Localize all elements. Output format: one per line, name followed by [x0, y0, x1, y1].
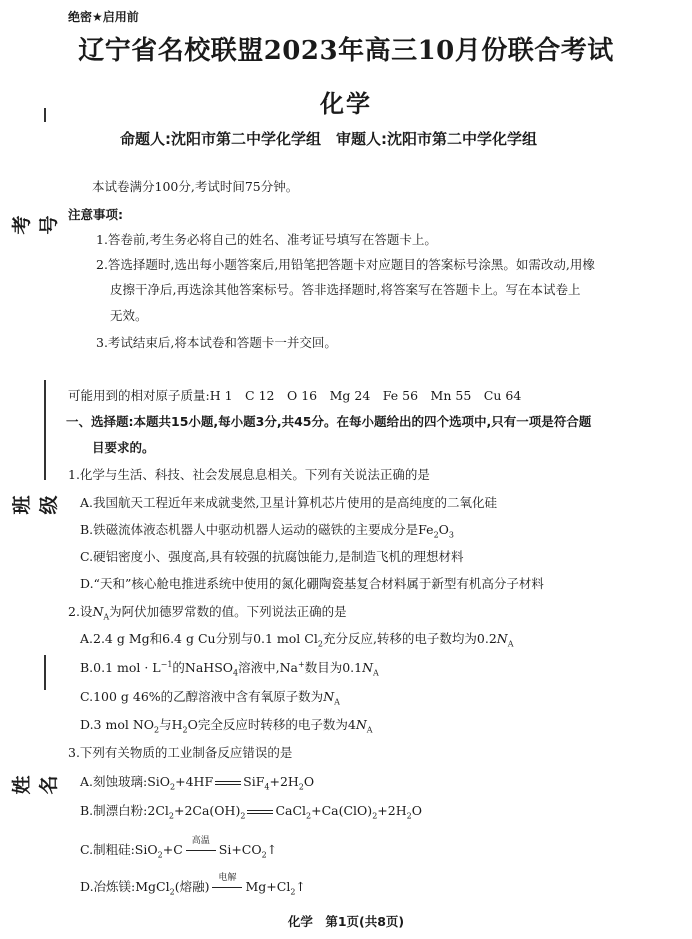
question-2-stem: 2.设$N_A$为阿伏加德罗常数的值。下列说法正确的是 — [68, 604, 347, 622]
notes-title: 注意事项: — [68, 207, 123, 222]
question-1-option-c: C.硬铝密度小、强度高,具有较强的抗腐蚀能力,是制造飞机的理想材料 — [80, 549, 464, 564]
question-3-option-c: C.制粗硅:SiO$_2$+C 高温 $Si+CO_2↑$ — [80, 836, 278, 860]
note-2-cont: 无效。 — [110, 308, 148, 323]
confidential-mark: 绝密★启用前 — [68, 10, 139, 24]
score-time-info: 本试卷满分100分,考试时间75分钟。 — [92, 179, 299, 194]
question-1-option-b: B.铁磁流体液态机器人中驱动机器人运动的磁铁的主要成分是$Fe_2O_3$ — [80, 522, 454, 540]
note-3: 3.考试结束后,将本试卷和答题卡一并交回。 — [96, 335, 337, 350]
equals-sign — [215, 781, 241, 785]
question-3-stem: 3.下列有关物质的工业制备反应错误的是 — [68, 745, 293, 760]
question-2-option-c: C.100 g 46%的乙醇溶液中含有氧原子数为$N_A$ — [80, 689, 340, 707]
question-3-option-d: D.冶炼镁:MgCl$_2$(熔融) 电解 $Mg+Cl_2↑$ — [80, 873, 306, 897]
atomic-masses: 可能用到的相对原子质量:H 1 C 12 O 16 Mg 24 Fe 56 Mn 55 Cu 64 — [68, 388, 522, 403]
reaction-arrow: 高温 — [183, 842, 219, 857]
exam-title: 辽宁省名校联盟2023年高三10月份联合考试 — [78, 36, 614, 66]
note-2-cont: 皮擦干净后,再选涂其他答案标号。答非选择题时,将答案写在答题卡上。写在本试卷上 — [110, 282, 581, 297]
subject-title: 化学 — [320, 89, 372, 118]
question-2-option-b: B.0.1 mol · $L^{-1}$的NaHSO$_4$溶液中,Na+数目为$0.1N_A$ — [80, 659, 379, 678]
name-label: 姓名 — [11, 775, 60, 795]
question-1-stem: 1.化学与生活、科技、社会发展息息相关。下列有关说法正确的是 — [68, 467, 430, 482]
question-3-option-a: A.刻蚀玻璃:SiO$_2$+4HF $SiF_4+2H_2O$ — [80, 774, 315, 792]
class-label: 班级 — [11, 495, 60, 515]
section-heading: 一、选择题:本题共15小题,每小题3分,共45分。在每小题给出的四个选项中,只有一项是符合题 — [66, 414, 592, 429]
section-heading-cont: 目要求的。 — [92, 440, 155, 455]
side-divider — [44, 655, 46, 690]
question-1-option-a: A.我国航天工程近年来成就斐然,卫星计算机芯片使用的是高纯度的二氧化硅 — [80, 495, 497, 510]
exam-number-label: 考号 — [11, 215, 60, 235]
note-2: 2.答选择题时,选出每小题答案后,用铅笔把答题卡对应题目的答案标号涂黑。如需改动,用橡 — [96, 257, 595, 272]
question-3-option-b: B.制漂白粉$:2Cl_2+2Ca(OH)_2$ $CaCl_2+Ca(ClO)_2+2H_2O$ — [80, 803, 422, 821]
note-1: 1.答卷前,考生务必将自己的姓名、准考证号填写在答题卡上。 — [96, 232, 437, 247]
question-1-option-d: D.“天和”核心舱电推进系统中使用的氮化硼陶瓷基复合材料属于新型有机高分子材料 — [80, 576, 544, 591]
question-2-option-d: D.3 mol $NO_2$与$H_2O$完全反应时转移的电子数为$4N_A$ — [80, 717, 373, 735]
reaction-arrow: 电解 — [209, 879, 245, 894]
equals-sign — [247, 810, 273, 814]
side-divider — [44, 380, 46, 480]
question-2-option-a: A.2.4 g Mg和6.4 g Cu分别与0.1 mol $Cl_2$充分反应,转移的电子数均为$0.2N_A$ — [80, 631, 514, 649]
authors-line: 命题人:沈阳市第二中学化学组 审题人:沈阳市第二中学化学组 — [120, 130, 537, 148]
page-footer: 化学 第1页(共8页) — [287, 914, 405, 929]
side-divider — [44, 108, 46, 122]
